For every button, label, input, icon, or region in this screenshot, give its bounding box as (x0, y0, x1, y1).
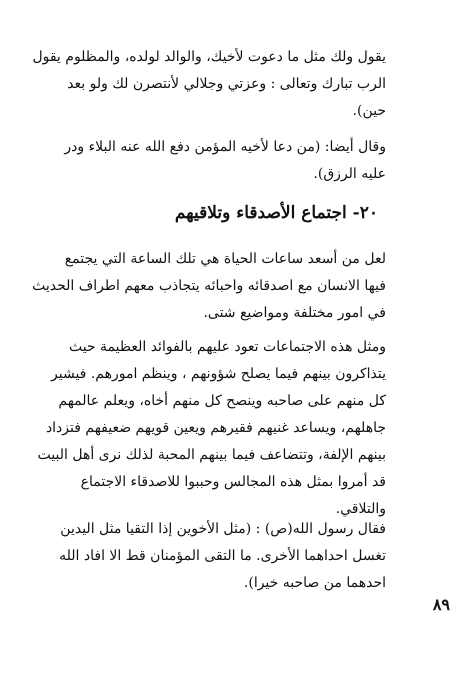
text-line: لعل من أسعد ساعات الحياة هي تلك الساعة التي يجتمع (64, 251, 386, 267)
text-line: عليه الرزق). (313, 166, 386, 182)
text-line: قد أمروا بمثل هذه المجالس وحببوا للاصدقاء الاجتماع (80, 474, 386, 490)
text-line: حين). (352, 103, 386, 119)
text-line: فقال رسول الله(ص) : (مثل الأخوين إذا التقيا مثل اليدين (60, 521, 386, 537)
paragraph-hadith-continuation (32, 44, 400, 125)
text-line: والتلاقي. (335, 501, 386, 517)
text-line: بينهم الإلفة، وتتضاعف فيما بينهم المحبة لذلك نرى أهل البيت (37, 447, 386, 463)
text-line: وقال أيضا: (من دعا لأخيه المؤمن دفع الله عنه البلاء ودر (64, 139, 386, 155)
text-line: جاهلهم، ويساعد غنيهم فقيرهم ويعين قويهم ضعيفهم فتزداد (45, 420, 386, 436)
text-line: فيها الانسان مع اصدقائه واحبائه يتجاذب معهم اطراف الحديث (32, 278, 386, 294)
page-number: ٨٩ (432, 595, 450, 614)
text-line: يتذاكرون بينهم فيما يصلح شؤونهم ، وينظم امورهم. فيشير (51, 366, 386, 382)
text-line: في امور مختلفة ومواضيع شتى. (203, 305, 386, 321)
text-line: ومثل هذه الاجتماعات تعود عليهم بالفوائد العظيمة حيث (68, 339, 386, 355)
section-heading: ٢٠- اجتماع الأصدقاء وتلاقيهم (174, 203, 378, 223)
text-line: كل منهم على صاحبه وينصح كل منهم أخاه، ويعلم عالمهم (58, 393, 386, 409)
text-line: الرب تبارك وتعالى : وعزتي وجلالي لأنتصرن لك ولو بعد (67, 76, 386, 92)
text-line: تغسل احداهما الأخرى. ما التقى المؤمنان قط الا افاد الله (59, 548, 386, 564)
paragraph-hadith-2 (46, 134, 400, 188)
text-line: احدهما من صاحبه خيرا). (243, 575, 386, 591)
paragraph-intro (32, 246, 400, 327)
text-line: يقول ولك مثل ما دعوت لأخيك، والوالد لولده، والمظلوم يقول (32, 49, 386, 65)
paragraph-prophet-hadith (46, 516, 400, 597)
paragraph-benefits (37, 334, 400, 523)
